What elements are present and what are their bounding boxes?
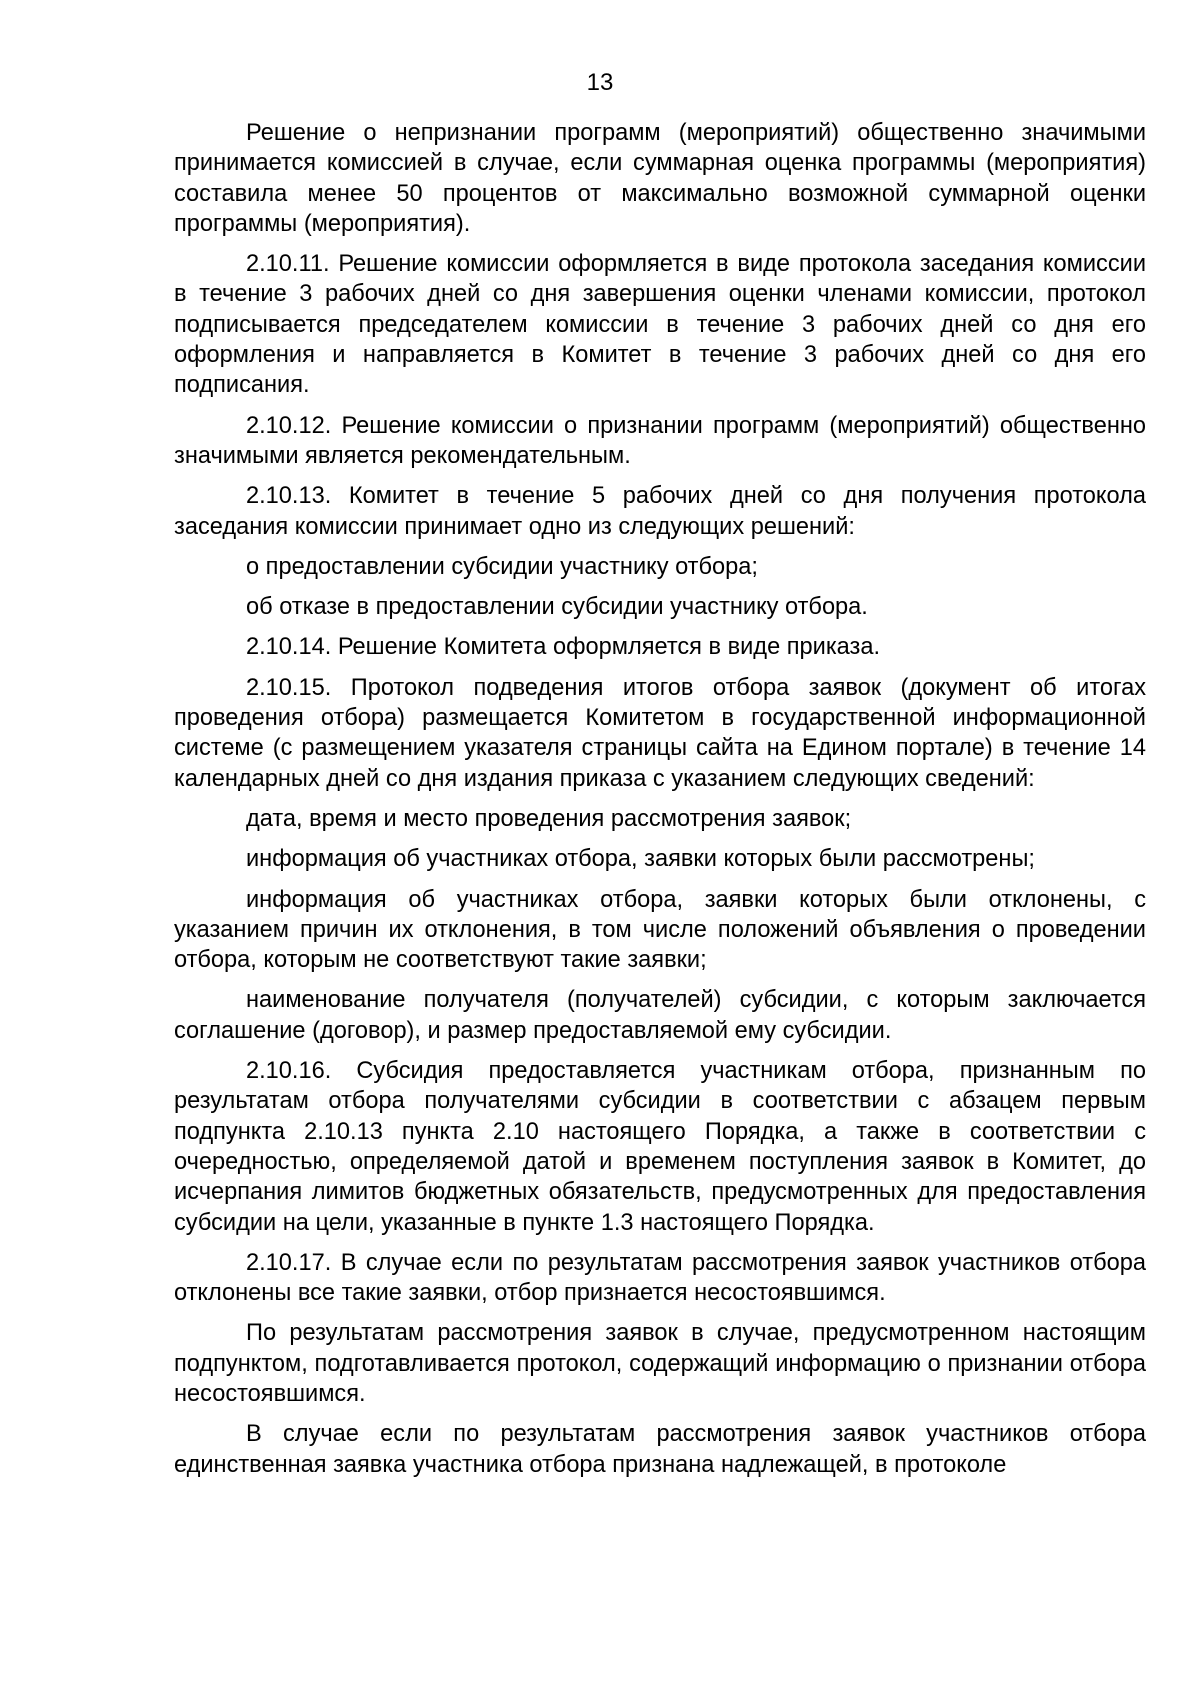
list-item-reviewed-applications: информация об участниках отбора, заявки которых были рассмотрены;	[246, 846, 1035, 873]
list-item-refuse-subsidy: об отказе в предоставлении субсидии участнику отбора.	[246, 594, 868, 621]
paragraph-2-10-17: 2.10.17. В случае если по результатам рассмотрения заявок участников отбора отклонены все такие заявки, отбор признается несостоявшимся.	[174, 1249, 1146, 1307]
paragraph-2-10-16: 2.10.16. Субсидия предоставляется участникам отбора, признанным по результатам отбора получателями субсидии в соответствии с абзацем первым подпункта 2.10.13 пункта 2.10 настоящего Порядка, а также в соответствии с очередностью, определяемой датой и временем поступления заявок в Комитет, до исчерпания лимитов бюджетных обязательств, предусмотренных для предоставления субсидии на цели, указанные в пункте 1.3 настоящего Порядка.	[174, 1058, 1146, 1236]
paragraph-2-10-15: 2.10.15. Протокол подведения итогов отбора заявок (документ об итогах проведения отбора) размещается Комитетом в государственной информационной системе (с размещением указателя страницы сайта на Едином портале) в течение 14 календарных дней со дня издания приказа с указанием следующих сведений:	[174, 674, 1146, 792]
document-body	[174, 118, 1146, 1490]
page-number: 13	[586, 69, 614, 96]
paragraph-2-10-11: 2.10.11. Решение комиссии оформляется в виде протокола заседания комиссии в течение 3 рабочих дней со дня завершения оценки членами комиссии, протокол подписывается председателем комиссии в течение 3 рабочих дней со дня его оформления и направляется в Комитет в течение 3 рабочих дней со дня его подписания.	[174, 251, 1146, 399]
list-item-date-time-place: дата, время и место проведения рассмотрения заявок;	[246, 805, 852, 832]
paragraph-single-application: В случае если по результатам рассмотрения заявок участников отбора единственная заявка участника отбора признана надлежащей, в протоколе	[174, 1421, 1146, 1478]
paragraph-failed-selection-protocol: По результатам рассмотрения заявок в случае, предусмотренном настоящим подпунктом, подготавливается протокол, содержащий информацию о признании отбора несостоявшимся.	[174, 1320, 1146, 1407]
paragraph-2-10-14: 2.10.14. Решение Комитета оформляется в виде приказа.	[246, 634, 881, 661]
list-item-recipient-name: наименование получателя (получателей) субсидии, с которым заключается соглашение (договор), и размер предоставляемой ему субсидии.	[174, 987, 1146, 1044]
paragraph-2-10-12: 2.10.12. Решение комиссии о признании программ (мероприятий) общественно значимыми является рекомендательным.	[174, 412, 1146, 469]
paragraph-non-recognition: Решение о непризнании программ (мероприятий) общественно значимыми принимается комиссией в случае, если суммарная оценка программы (мероприятия) составила менее 50 процентов от максимально возможной суммарной оценки программы (мероприятия).	[174, 120, 1146, 237]
paragraph-2-10-13: 2.10.13. Комитет в течение 5 рабочих дней со дня получения протокола заседания комиссии принимает одно из следующих решений:	[174, 483, 1146, 540]
list-item-rejected-applications: информация об участниках отбора, заявки которых были отклонены, с указанием причин их отклонения, в том числе положений объявления о проведении отбора, которым не соответствуют такие заявки;	[174, 886, 1146, 974]
list-item-grant-subsidy: о предоставлении субсидии участнику отбора;	[246, 553, 758, 580]
